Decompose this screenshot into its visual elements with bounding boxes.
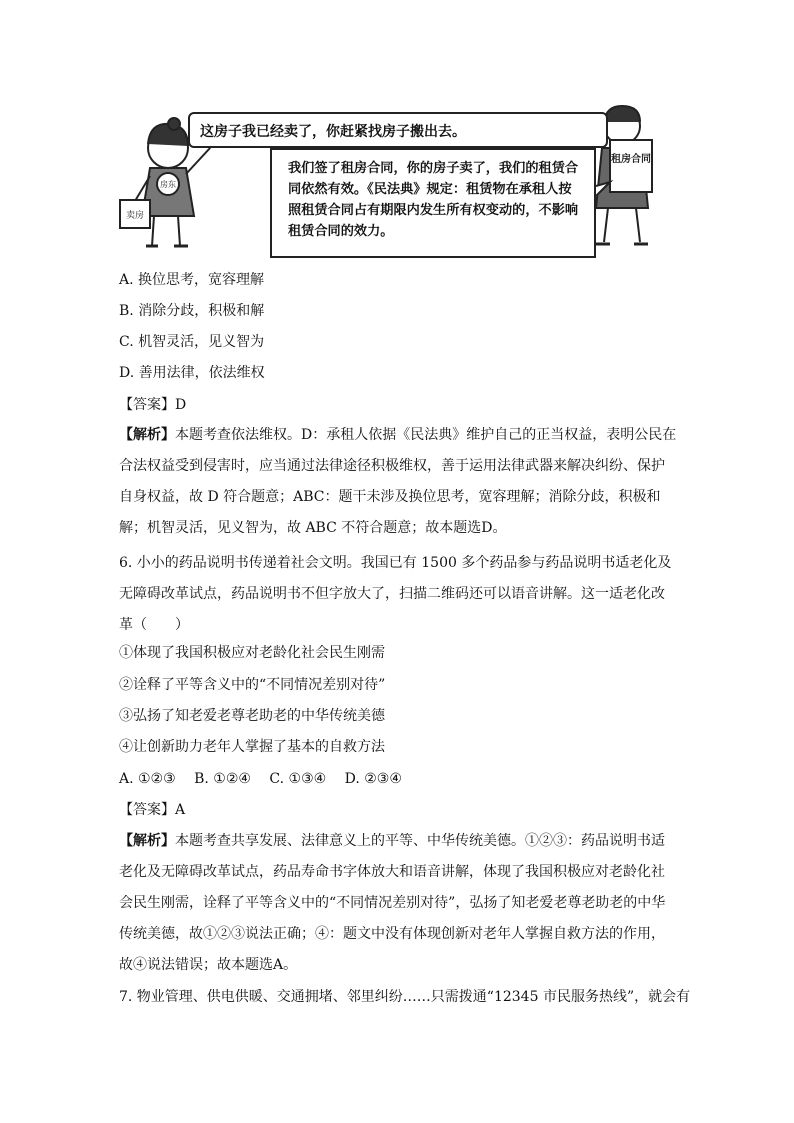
q6-item-2: ②诠释了平等含义中的“不同情况差别对待” bbox=[119, 677, 386, 693]
q6-stem: 6. 小小的药品说明书传递着社会文明。我国已有 1500 多个药品参与药品说明书适老化及无障碍改革试点，药品说明书不但字放大了，扫描二维码还可以语音讲解。这一适老化改革（ ） bbox=[119, 555, 672, 633]
q5-analysis bbox=[119, 420, 677, 544]
q5-option-c: C. 机智灵活，见义智为 bbox=[119, 334, 265, 350]
left-sign-label: 卖房 bbox=[125, 211, 145, 221]
q6-answer: 【答案】A bbox=[119, 802, 186, 818]
q6-item-1: ①体现了我国积极应对老龄化社会民生刚需 bbox=[119, 645, 385, 661]
right-sign-label: 租房合同 bbox=[611, 154, 651, 165]
q6-item-4: ④让创新助力老年人掌握了基本的自救方法 bbox=[119, 739, 385, 755]
q5-option-b: B. 消除分歧，积极和解 bbox=[119, 303, 265, 319]
shirt-label: 房东 bbox=[160, 180, 176, 189]
q6-analysis-text: 本题考查共享发展、法律意义上的平等、中华传统美德。①②③：药品说明书适老化及无障碍改革试点，药品寿命书字体放大和语音讲解，体现了我国积极应对老龄化社会民生刚需，诠释了平等含义中的“不同情况差别对待”，弘扬了知老爱老尊老助老的中华传统美德，故①②③说法正确；④：题文中没有体现创新对老年人掌握自救方法的作用，故④说法错误；故本题选A。 bbox=[119, 833, 666, 973]
cartoon-illustration bbox=[110, 96, 670, 266]
q6-analysis bbox=[119, 826, 677, 981]
speech-bubble-tenant: 我们签了租房合同，你的房子卖了，我们的租赁合同依然有效。《民法典》规定：租赁物在承租人按照租赁合同占有期限内发生所有权变动的，不影响租赁合同的效力。 bbox=[270, 148, 596, 258]
q5-analysis-label: 【解析】 bbox=[119, 427, 175, 443]
q6-item-3: ③弘扬了知老爱老尊老助老的中华传统美德 bbox=[119, 708, 385, 724]
q5-analysis-text: 本题考查依法维权。D：承租人依据《民法典》维护自己的正当权益，表明公民在合法权益受到侵害时，应当通过法律途径积极维权，善于运用法律武器来解决纠纷、保护自身权益，故 D 符合题意；ABC：题干未涉及换位思考，宽容理解；消除分歧，积极和解；机智灵活，见义智为，故 ABC 不符合题意；故本题选D。 bbox=[119, 427, 677, 536]
q5-answer: 【答案】D bbox=[119, 397, 187, 413]
q6-analysis-label: 【解析】 bbox=[119, 833, 175, 849]
q6-options: A. ①②③ B. ①②④ C. ①③④ D. ②③④ bbox=[119, 771, 402, 787]
q5-option-d: D. 善用法律，依法维权 bbox=[119, 365, 265, 381]
speech-bubble-landlord: 这房子我已经卖了，你赶紧找房子搬出去。 bbox=[188, 112, 608, 148]
q5-option-a: A. 换位思考，宽容理解 bbox=[119, 272, 265, 288]
q7-stem: 7. 物业管理、供电供暖、交通拥堵、邻里纠纷……只需拨通“12345 市民服务热线”，就会有 bbox=[119, 989, 691, 1005]
